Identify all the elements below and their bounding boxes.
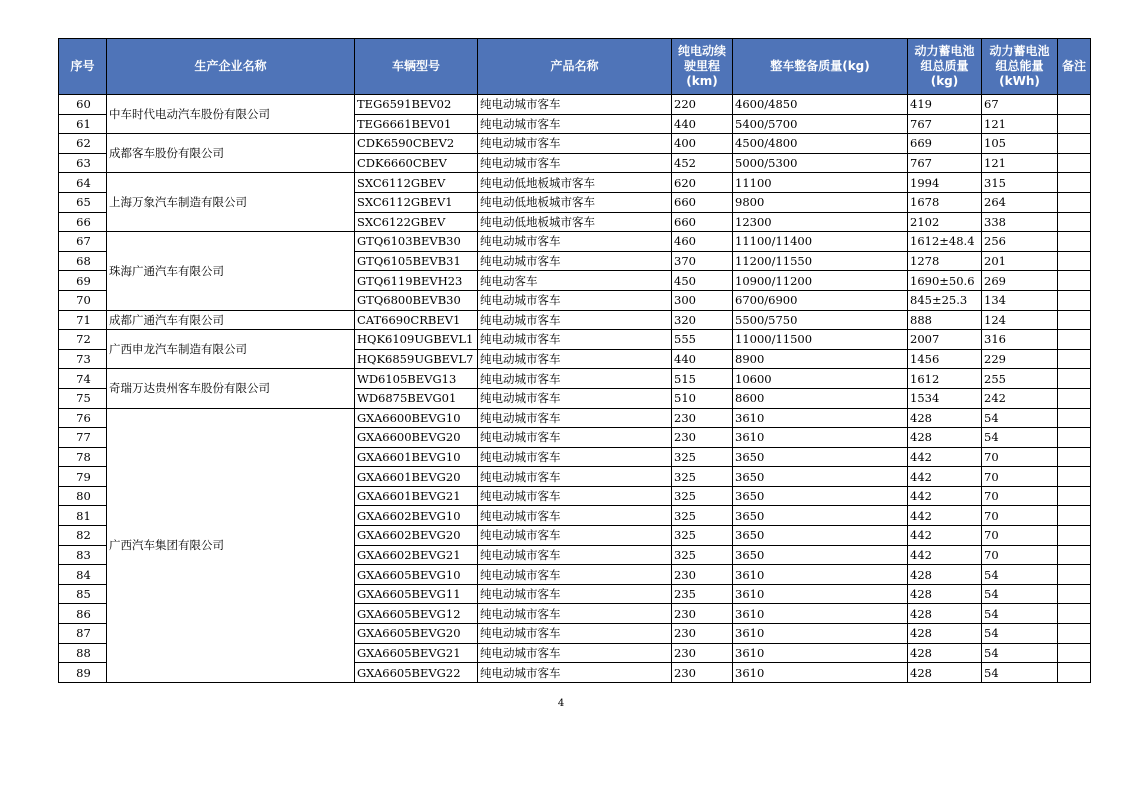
cell-battery-mass: 1278 — [908, 251, 982, 271]
cell-battery-mass: 442 — [908, 545, 982, 565]
cell-product: 纯电动城市客车 — [478, 290, 672, 310]
cell-seq: 84 — [59, 565, 107, 585]
cell-note — [1058, 584, 1091, 604]
cell-model: SXC6112GBEV1 — [355, 192, 478, 212]
table-row — [59, 95, 1091, 115]
cell-note — [1058, 349, 1091, 369]
cell-range: 230 — [672, 565, 733, 585]
cell-battery-energy: 316 — [982, 330, 1058, 350]
cell-product: 纯电动城市客车 — [478, 447, 672, 467]
cell-seq: 72 — [59, 330, 107, 350]
cell-product: 纯电动城市客车 — [478, 565, 672, 585]
cell-seq: 89 — [59, 663, 107, 683]
cell-model: CAT6690CRBEV1 — [355, 310, 478, 330]
cell-range: 400 — [672, 134, 733, 154]
cell-battery-mass: 428 — [908, 624, 982, 644]
cell-range: 230 — [672, 643, 733, 663]
cell-note — [1058, 251, 1091, 271]
cell-battery-mass: 428 — [908, 565, 982, 585]
cell-product: 纯电动城市客车 — [478, 232, 672, 252]
header-row — [59, 39, 1091, 95]
cell-company: 广西申龙汽车制造有限公司 — [107, 330, 355, 369]
cell-range: 450 — [672, 271, 733, 291]
header-range-line2: 驶里程 — [683, 59, 720, 73]
cell-battery-energy: 54 — [982, 428, 1058, 448]
cell-range: 325 — [672, 486, 733, 506]
cell-range: 515 — [672, 369, 733, 389]
cell-mass: 3650 — [733, 447, 908, 467]
header-mass: 整车整备质量(kg) — [733, 39, 908, 95]
cell-range: 235 — [672, 584, 733, 604]
cell-company: 珠海广通汽车有限公司 — [107, 232, 355, 310]
cell-model: GXA6601BEVG20 — [355, 467, 478, 487]
table-row — [59, 330, 1091, 350]
cell-note — [1058, 565, 1091, 585]
cell-range: 325 — [672, 447, 733, 467]
cell-seq: 74 — [59, 369, 107, 389]
cell-product: 纯电动城市客车 — [478, 153, 672, 173]
cell-model: GXA6605BEVG12 — [355, 604, 478, 624]
cell-range: 220 — [672, 95, 733, 115]
cell-range: 510 — [672, 388, 733, 408]
cell-range: 452 — [672, 153, 733, 173]
cell-note — [1058, 486, 1091, 506]
cell-range: 325 — [672, 526, 733, 546]
cell-note — [1058, 643, 1091, 663]
cell-mass: 3610 — [733, 663, 908, 683]
cell-battery-energy: 70 — [982, 506, 1058, 526]
cell-note — [1058, 212, 1091, 232]
header-model: 车辆型号 — [355, 39, 478, 95]
cell-seq: 64 — [59, 173, 107, 193]
cell-model: GXA6602BEVG20 — [355, 526, 478, 546]
cell-range: 325 — [672, 545, 733, 565]
cell-seq: 71 — [59, 310, 107, 330]
cell-model: WD6875BEVG01 — [355, 388, 478, 408]
cell-battery-mass: 845±25.3 — [908, 290, 982, 310]
cell-battery-mass: 428 — [908, 604, 982, 624]
cell-mass: 5000/5300 — [733, 153, 908, 173]
table-row — [59, 173, 1091, 193]
cell-company: 成都广通汽车有限公司 — [107, 310, 355, 330]
cell-seq: 80 — [59, 486, 107, 506]
cell-mass: 12300 — [733, 212, 908, 232]
cell-battery-energy: 70 — [982, 545, 1058, 565]
cell-mass: 3610 — [733, 408, 908, 428]
cell-product: 纯电动城市客车 — [478, 643, 672, 663]
cell-battery-mass: 442 — [908, 526, 982, 546]
cell-range: 230 — [672, 663, 733, 683]
cell-mass: 3610 — [733, 428, 908, 448]
cell-mass: 3650 — [733, 526, 908, 546]
cell-seq: 65 — [59, 192, 107, 212]
cell-battery-mass: 888 — [908, 310, 982, 330]
cell-product: 纯电动城市客车 — [478, 310, 672, 330]
cell-battery-energy: 242 — [982, 388, 1058, 408]
cell-battery-mass: 1456 — [908, 349, 982, 369]
cell-battery-energy: 338 — [982, 212, 1058, 232]
cell-battery-mass: 1612 — [908, 369, 982, 389]
cell-product: 纯电动城市客车 — [478, 428, 672, 448]
cell-battery-energy: 54 — [982, 565, 1058, 585]
header-company: 生产企业名称 — [107, 39, 355, 95]
header-note: 备注 — [1058, 39, 1091, 95]
cell-model: GXA6605BEVG21 — [355, 643, 478, 663]
cell-seq: 73 — [59, 349, 107, 369]
cell-seq: 60 — [59, 95, 107, 115]
cell-seq: 85 — [59, 584, 107, 604]
cell-seq: 79 — [59, 467, 107, 487]
cell-product: 纯电动城市客车 — [478, 95, 672, 115]
header-battery-energy-line1: 动力蓄电池 — [989, 44, 1050, 58]
cell-product: 纯电动城市客车 — [478, 251, 672, 271]
cell-battery-mass: 2102 — [908, 212, 982, 232]
cell-company: 广西汽车集团有限公司 — [107, 408, 355, 682]
cell-seq: 87 — [59, 624, 107, 644]
cell-product: 纯电动低地板城市客车 — [478, 173, 672, 193]
cell-note — [1058, 310, 1091, 330]
header-product: 产品名称 — [478, 39, 672, 95]
cell-seq: 66 — [59, 212, 107, 232]
cell-battery-mass: 1534 — [908, 388, 982, 408]
cell-note — [1058, 95, 1091, 115]
header-battery-mass-line1: 动力蓄电池 — [914, 44, 975, 58]
header-range-line1: 纯电动续 — [677, 44, 726, 58]
cell-battery-energy: 54 — [982, 408, 1058, 428]
cell-model: GXA6601BEVG10 — [355, 447, 478, 467]
table-row — [59, 134, 1091, 154]
cell-battery-energy: 54 — [982, 584, 1058, 604]
cell-seq: 82 — [59, 526, 107, 546]
cell-note — [1058, 388, 1091, 408]
cell-company: 奇瑞万达贵州客车股份有限公司 — [107, 369, 355, 408]
cell-seq: 61 — [59, 114, 107, 134]
cell-model: GTQ6800BEVB30 — [355, 290, 478, 310]
cell-product: 纯电动城市客车 — [478, 134, 672, 154]
cell-seq: 76 — [59, 408, 107, 428]
cell-product: 纯电动城市客车 — [478, 604, 672, 624]
cell-battery-energy: 201 — [982, 251, 1058, 271]
cell-model: HQK6109UGBEVL1 — [355, 330, 478, 350]
cell-battery-energy: 70 — [982, 526, 1058, 546]
cell-note — [1058, 369, 1091, 389]
cell-mass: 3650 — [733, 506, 908, 526]
cell-product: 纯电动客车 — [478, 271, 672, 291]
header-battery-mass-line2: 组总质量 — [920, 59, 969, 73]
cell-product: 纯电动城市客车 — [478, 349, 672, 369]
cell-product: 纯电动城市客车 — [478, 526, 672, 546]
cell-note — [1058, 134, 1091, 154]
cell-product: 纯电动城市客车 — [478, 388, 672, 408]
cell-battery-mass: 669 — [908, 134, 982, 154]
cell-battery-mass: 428 — [908, 584, 982, 604]
table-row — [59, 408, 1091, 428]
cell-product: 纯电动城市客车 — [478, 467, 672, 487]
cell-seq: 88 — [59, 643, 107, 663]
cell-model: GXA6602BEVG10 — [355, 506, 478, 526]
cell-range: 320 — [672, 310, 733, 330]
cell-battery-energy: 121 — [982, 153, 1058, 173]
cell-battery-mass: 442 — [908, 486, 982, 506]
cell-mass: 10900/11200 — [733, 271, 908, 291]
cell-product: 纯电动城市客车 — [478, 114, 672, 134]
header-range-line3: (km) — [686, 74, 718, 88]
cell-model: GXA6605BEVG20 — [355, 624, 478, 644]
cell-battery-mass: 419 — [908, 95, 982, 115]
cell-battery-mass: 767 — [908, 153, 982, 173]
cell-battery-energy: 54 — [982, 604, 1058, 624]
cell-note — [1058, 232, 1091, 252]
cell-model: GXA6601BEVG21 — [355, 486, 478, 506]
cell-mass: 4600/4850 — [733, 95, 908, 115]
cell-range: 325 — [672, 467, 733, 487]
cell-mass: 11100/11400 — [733, 232, 908, 252]
table-body — [59, 95, 1091, 683]
cell-battery-mass: 428 — [908, 408, 982, 428]
cell-mass: 3650 — [733, 467, 908, 487]
cell-model: GXA6605BEVG11 — [355, 584, 478, 604]
cell-range: 230 — [672, 408, 733, 428]
cell-battery-energy: 124 — [982, 310, 1058, 330]
header-battery-energy — [982, 39, 1058, 95]
cell-battery-energy: 264 — [982, 192, 1058, 212]
cell-range: 460 — [672, 232, 733, 252]
cell-model: SXC6112GBEV — [355, 173, 478, 193]
cell-model: GXA6602BEVG21 — [355, 545, 478, 565]
cell-note — [1058, 604, 1091, 624]
cell-seq: 68 — [59, 251, 107, 271]
cell-battery-energy: 70 — [982, 486, 1058, 506]
cell-note — [1058, 330, 1091, 350]
page-number: 4 — [557, 698, 565, 709]
cell-note — [1058, 153, 1091, 173]
cell-battery-energy: 70 — [982, 467, 1058, 487]
cell-product: 纯电动低地板城市客车 — [478, 212, 672, 232]
cell-mass: 4500/4800 — [733, 134, 908, 154]
cell-note — [1058, 663, 1091, 683]
cell-model: GTQ6103BEVB30 — [355, 232, 478, 252]
cell-product: 纯电动城市客车 — [478, 330, 672, 350]
cell-battery-energy: 256 — [982, 232, 1058, 252]
table-row — [59, 369, 1091, 389]
cell-seq: 81 — [59, 506, 107, 526]
cell-seq: 69 — [59, 271, 107, 291]
cell-battery-energy: 54 — [982, 624, 1058, 644]
cell-model: GTQ6119BEVH23 — [355, 271, 478, 291]
header-battery-mass-line3: (kg) — [930, 74, 959, 88]
cell-product: 纯电动城市客车 — [478, 624, 672, 644]
cell-model: GXA6605BEVG10 — [355, 565, 478, 585]
cell-company: 上海万象汽车制造有限公司 — [107, 173, 355, 232]
cell-range: 440 — [672, 114, 733, 134]
cell-note — [1058, 428, 1091, 448]
cell-seq: 83 — [59, 545, 107, 565]
cell-product: 纯电动城市客车 — [478, 506, 672, 526]
cell-note — [1058, 408, 1091, 428]
cell-mass: 5400/5700 — [733, 114, 908, 134]
cell-note — [1058, 467, 1091, 487]
header-battery-energy-line2: 组总能量 — [995, 59, 1044, 73]
cell-note — [1058, 114, 1091, 134]
cell-model: WD6105BEVG13 — [355, 369, 478, 389]
cell-battery-energy: 105 — [982, 134, 1058, 154]
cell-model: TEG6661BEV01 — [355, 114, 478, 134]
cell-battery-energy: 269 — [982, 271, 1058, 291]
table-row — [59, 232, 1091, 252]
cell-note — [1058, 290, 1091, 310]
cell-note — [1058, 271, 1091, 291]
cell-mass: 3610 — [733, 604, 908, 624]
cell-product: 纯电动城市客车 — [478, 545, 672, 565]
cell-battery-mass: 1612±48.4 — [908, 232, 982, 252]
cell-battery-mass: 2007 — [908, 330, 982, 350]
cell-mass: 8600 — [733, 388, 908, 408]
cell-note — [1058, 545, 1091, 565]
cell-seq: 77 — [59, 428, 107, 448]
cell-mass: 3610 — [733, 565, 908, 585]
cell-mass: 3610 — [733, 643, 908, 663]
header-battery-energy-line3: (kWh) — [999, 74, 1040, 88]
cell-mass: 6700/6900 — [733, 290, 908, 310]
cell-battery-energy: 54 — [982, 663, 1058, 683]
cell-product: 纯电动低地板城市客车 — [478, 192, 672, 212]
cell-mass: 10600 — [733, 369, 908, 389]
cell-battery-mass: 1678 — [908, 192, 982, 212]
cell-battery-mass: 442 — [908, 447, 982, 467]
cell-mass: 3610 — [733, 584, 908, 604]
cell-mass: 3650 — [733, 545, 908, 565]
cell-battery-mass: 428 — [908, 643, 982, 663]
cell-mass: 3650 — [733, 486, 908, 506]
cell-mass: 5500/5750 — [733, 310, 908, 330]
cell-mass: 11000/11500 — [733, 330, 908, 350]
cell-product: 纯电动城市客车 — [478, 486, 672, 506]
cell-note — [1058, 447, 1091, 467]
cell-range: 660 — [672, 192, 733, 212]
cell-model: GXA6605BEVG22 — [355, 663, 478, 683]
cell-model: HQK6859UGBEVL7 — [355, 349, 478, 369]
cell-product: 纯电动城市客车 — [478, 584, 672, 604]
cell-range: 230 — [672, 604, 733, 624]
cell-seq: 86 — [59, 604, 107, 624]
cell-battery-mass: 428 — [908, 428, 982, 448]
cell-range: 660 — [672, 212, 733, 232]
cell-battery-energy: 70 — [982, 447, 1058, 467]
cell-note — [1058, 506, 1091, 526]
cell-seq: 62 — [59, 134, 107, 154]
cell-model: SXC6122GBEV — [355, 212, 478, 232]
cell-model: GXA6600BEVG10 — [355, 408, 478, 428]
cell-battery-energy: 255 — [982, 369, 1058, 389]
cell-battery-mass: 442 — [908, 467, 982, 487]
cell-model: TEG6591BEV02 — [355, 95, 478, 115]
cell-model: GXA6600BEVG20 — [355, 428, 478, 448]
cell-product: 纯电动城市客车 — [478, 663, 672, 683]
cell-battery-energy: 229 — [982, 349, 1058, 369]
cell-seq: 63 — [59, 153, 107, 173]
header-range — [672, 39, 733, 95]
cell-seq: 75 — [59, 388, 107, 408]
cell-battery-mass: 1994 — [908, 173, 982, 193]
cell-mass: 8900 — [733, 349, 908, 369]
cell-mass: 3610 — [733, 624, 908, 644]
cell-battery-energy: 67 — [982, 95, 1058, 115]
cell-model: CDK6660CBEV — [355, 153, 478, 173]
cell-range: 370 — [672, 251, 733, 271]
cell-battery-mass: 428 — [908, 663, 982, 683]
cell-battery-mass: 442 — [908, 506, 982, 526]
cell-range: 325 — [672, 506, 733, 526]
vehicle-table — [58, 38, 1091, 683]
cell-battery-energy: 121 — [982, 114, 1058, 134]
header-seq: 序号 — [59, 39, 107, 95]
cell-mass: 11100 — [733, 173, 908, 193]
cell-battery-energy: 134 — [982, 290, 1058, 310]
header-battery-mass — [908, 39, 982, 95]
cell-model: CDK6590CBEV2 — [355, 134, 478, 154]
cell-note — [1058, 192, 1091, 212]
cell-product: 纯电动城市客车 — [478, 369, 672, 389]
cell-product: 纯电动城市客车 — [478, 408, 672, 428]
cell-note — [1058, 624, 1091, 644]
cell-range: 230 — [672, 624, 733, 644]
cell-mass: 11200/11550 — [733, 251, 908, 271]
cell-note — [1058, 526, 1091, 546]
cell-model: GTQ6105BEVB31 — [355, 251, 478, 271]
cell-range: 620 — [672, 173, 733, 193]
cell-battery-energy: 54 — [982, 643, 1058, 663]
cell-range: 555 — [672, 330, 733, 350]
cell-company: 成都客车股份有限公司 — [107, 134, 355, 173]
cell-note — [1058, 173, 1091, 193]
cell-range: 230 — [672, 428, 733, 448]
cell-seq: 67 — [59, 232, 107, 252]
cell-mass: 9800 — [733, 192, 908, 212]
cell-seq: 70 — [59, 290, 107, 310]
cell-company: 中车时代电动汽车股份有限公司 — [107, 95, 355, 134]
cell-range: 300 — [672, 290, 733, 310]
table-row — [59, 310, 1091, 330]
cell-battery-mass: 767 — [908, 114, 982, 134]
cell-battery-energy: 315 — [982, 173, 1058, 193]
cell-seq: 78 — [59, 447, 107, 467]
cell-battery-mass: 1690±50.6 — [908, 271, 982, 291]
cell-range: 440 — [672, 349, 733, 369]
